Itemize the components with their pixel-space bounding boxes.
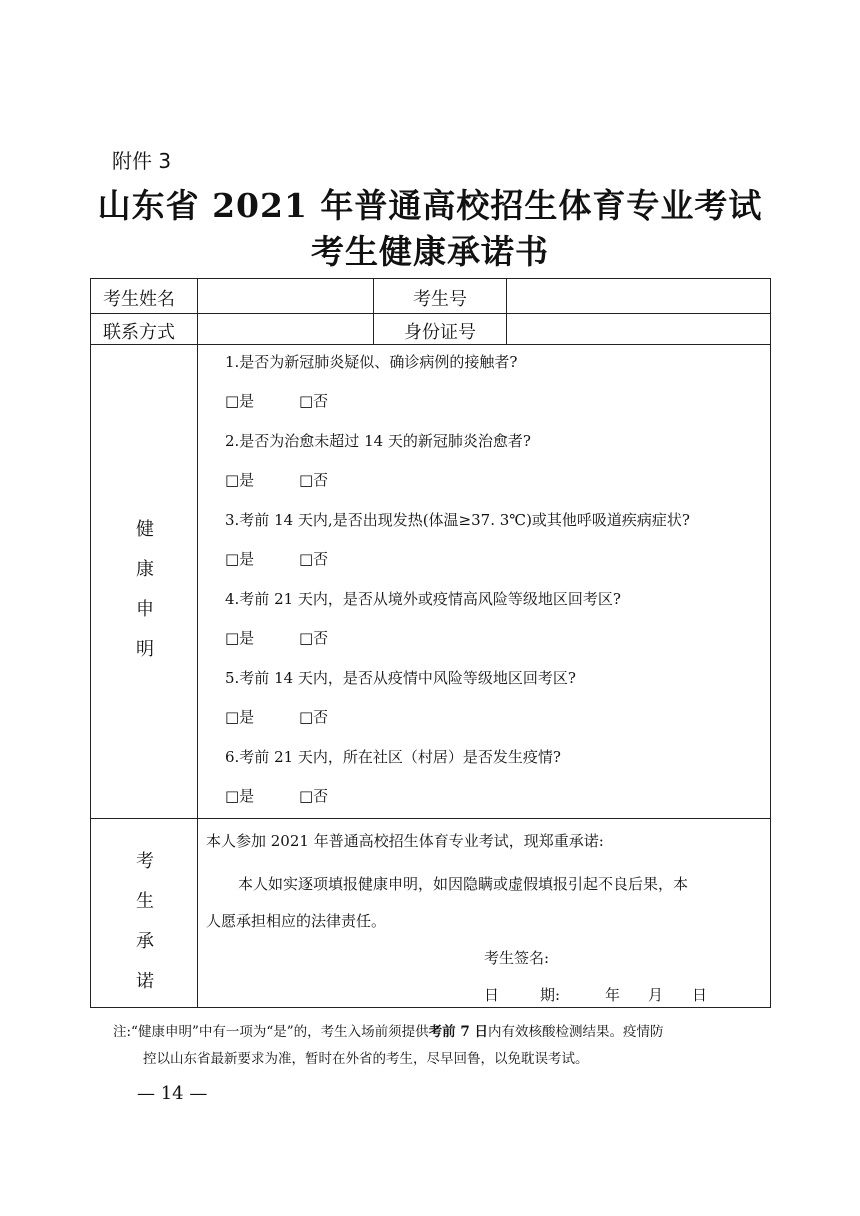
name-field[interactable] [199,280,371,312]
q1-yes-checkbox[interactable]: □是 [225,392,255,410]
exam-number-field[interactable] [508,280,769,312]
footnote-text: 注:“健康申明”中有一项为“是”的，考生入场前须提供 [113,1024,429,1040]
signature-field[interactable] [560,944,760,968]
question-1: 1.是否为新冠肺炎疑似、确诊病例的接触者? [225,353,518,371]
contact-field[interactable] [199,315,371,343]
contact-label: 联系方式 [103,322,175,343]
name-label: 考生姓名 [103,289,175,310]
footnote-line-1 [113,1020,663,1040]
pledge-line-2: 本人如实逐项填报健康申明，如因隐瞒或虚假填报引起不良后果，本 [238,875,689,893]
form-table [90,278,771,1008]
question-2: 2.是否为治愈未超过 14 天的新冠肺炎治愈者? [225,432,531,450]
q5-yes-checkbox[interactable]: □是 [225,708,255,726]
q2-yes-checkbox[interactable]: □是 [225,471,255,489]
footnote-emphasis: 考前 7 日 [428,1024,488,1040]
q4-no-checkbox[interactable]: □否 [299,629,329,647]
row-divider [90,313,771,314]
date-month-label: 月 [648,986,664,1004]
id-number-field[interactable] [508,315,769,343]
q6-no-checkbox[interactable]: □否 [299,787,329,805]
q3-yes-checkbox[interactable]: □是 [225,550,255,568]
column-divider [197,278,198,1008]
row-divider [90,344,771,345]
q3-no-checkbox[interactable]: □否 [299,550,329,568]
attachment-label: 附件 3 [112,149,172,173]
date-day-label: 日 [692,986,708,1004]
signature-label: 考生签名: [484,949,550,967]
exam-number-label: 考生号 [413,289,467,310]
q2-no-checkbox[interactable]: □否 [299,471,329,489]
question-6: 6.考前 21 天内，所在社区（村居）是否发生疫情? [225,748,561,766]
column-divider [506,278,507,344]
id-number-label: 身份证号 [404,322,476,343]
health-declaration-label: 健 康 申 明 [136,519,154,660]
pledge-line-3: 人愿承担相应的法律责任。 [206,912,387,930]
document-subtitle: 考生健康承诺书 [311,232,549,271]
q4-yes-checkbox[interactable]: □是 [225,629,255,647]
question-5: 5.考前 14 天内，是否从疫情中风险等级地区回考区? [225,669,576,687]
candidate-pledge-label: 考 生 承 诺 [136,851,154,992]
date-label-ri: 日 [484,986,500,1004]
document-title: 山东省 2021 年普通高校招生体育专业考试 [97,186,763,225]
date-label-qi: 期: [540,986,561,1004]
pledge-line-1: 本人参加 2021 年普通高校招生体育专业考试，现郑重承诺: [206,832,604,850]
date-year-label: 年 [605,986,621,1004]
question-3: 3.考前 14 天内,是否出现发热(体温≥37. 3℃)或其他呼吸道疾病症状? [225,511,690,529]
column-divider [373,278,374,344]
q6-yes-checkbox[interactable]: □是 [225,787,255,805]
row-divider [90,818,771,819]
question-4: 4.考前 21 天内，是否从境外或疫情高风险等级地区回考区? [225,590,621,608]
footnote-text-cont: 内有效核酸检测结果。疫情防 [487,1024,664,1040]
page-number: — 14 — [137,1083,208,1104]
q5-no-checkbox[interactable]: □否 [299,708,329,726]
footnote-line-2: 控以山东省最新要求为准，暂时在外省的考生，尽早回鲁，以免耽误考试。 [143,1051,589,1067]
q1-no-checkbox[interactable]: □否 [299,392,329,410]
